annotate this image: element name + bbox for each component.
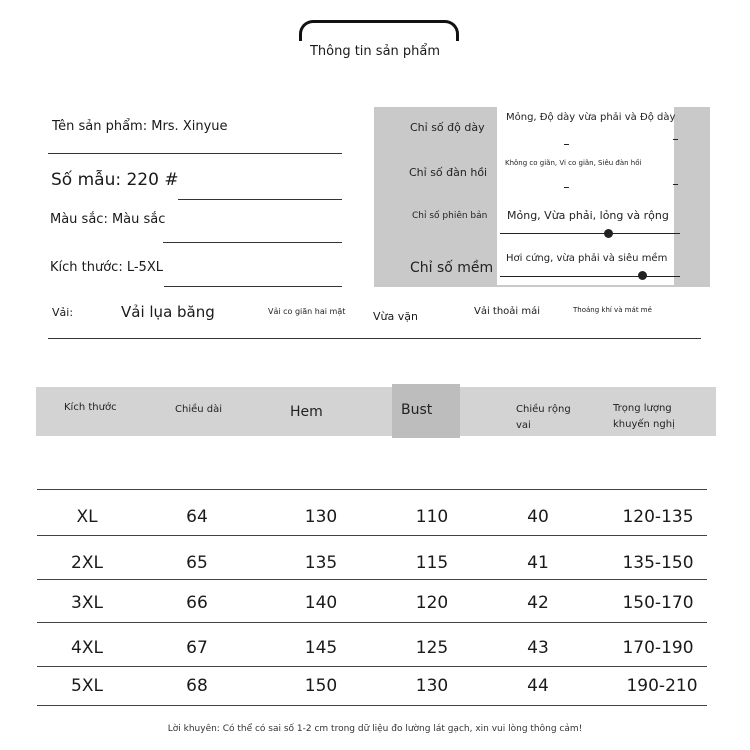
fabric-feature: Vừa vặn (373, 310, 418, 323)
fabric-label: Vải: (52, 306, 74, 319)
thickness-index-label: Chỉ số độ dày (410, 121, 485, 134)
softness-scale: Hơi cứng, vừa phải và siêu mềm (506, 253, 668, 264)
cell-bust: 120 (415, 593, 449, 613)
scale-end-tick (673, 184, 678, 185)
cell-shoulder: 42 (527, 593, 549, 613)
cell-hem: 130 (304, 507, 338, 527)
fit-index-label: Chỉ số phiên bản (412, 211, 488, 221)
fit-scale: Mỏng, Vừa phải, lỏng và rộng (507, 209, 669, 222)
header-hem: Hem (290, 404, 323, 420)
fabric-feature: Vải co giãn hai mặt (268, 307, 346, 316)
header-shoulder: Chiều rộng vai (516, 404, 571, 431)
divider (164, 286, 342, 287)
table-divider (37, 535, 707, 536)
header-bust: Bust (401, 402, 433, 418)
cell-shoulder: 40 (527, 507, 549, 527)
softness-index-label: Chỉ số mềm (410, 260, 494, 276)
cell-length: 66 (186, 593, 208, 613)
cell-length: 67 (186, 638, 208, 658)
cell-hem: 135 (304, 553, 338, 573)
header-weight: Trọng lượng khuyến nghị (613, 403, 675, 430)
cell-weight: 170-190 (622, 638, 694, 658)
header-length: Chiều dài (175, 404, 223, 415)
header-size: Kích thước (64, 402, 117, 413)
cell-length: 64 (186, 507, 208, 527)
cell-bust: 130 (415, 676, 449, 696)
softness-level-dot (638, 271, 647, 280)
divider (48, 153, 342, 154)
cell-weight: 120-135 (622, 507, 694, 527)
cell-hem: 140 (304, 593, 338, 613)
softness-track (500, 276, 680, 277)
elasticity-scale: Không co giãn, Vi co giãn, Siêu đàn hồi (505, 159, 642, 167)
cell-bust: 125 (415, 638, 449, 658)
fit-track (500, 233, 680, 234)
cell-hem: 145 (304, 638, 338, 658)
product-name: Tên sản phẩm: Mrs. Xinyue (52, 119, 228, 134)
cell-shoulder: 41 (527, 553, 549, 573)
cell-weight: 150-170 (622, 593, 694, 613)
divider (163, 242, 342, 243)
fabric-feature: Vải thoải mái (474, 306, 541, 317)
elasticity-marker (564, 187, 569, 188)
cell-hem: 150 (304, 676, 338, 696)
divider (48, 338, 701, 339)
thickness-scale: Mỏng, Độ dày vừa phải và Độ dày (506, 112, 676, 123)
cell-size: 5XL (71, 676, 103, 696)
page-title: Thông tin sản phẩm (309, 44, 441, 59)
cell-weight: 190-210 (626, 676, 698, 696)
fabric-value: Vải lụa băng (121, 303, 215, 321)
elasticity-index-label: Chỉ số đàn hồi (409, 166, 488, 179)
header-decoration (299, 20, 459, 41)
cell-bust: 115 (415, 553, 449, 573)
scale-end-tick (673, 139, 678, 140)
fabric-feature: Thoáng khí và mát mẻ (573, 306, 652, 314)
model-number: Số mẫu: 220 # (51, 170, 179, 190)
table-divider (37, 705, 707, 706)
cell-bust: 110 (415, 507, 449, 527)
table-divider (37, 489, 707, 490)
cell-shoulder: 44 (527, 676, 549, 696)
cell-length: 68 (186, 676, 208, 696)
cell-length: 65 (186, 553, 208, 573)
cell-shoulder: 43 (527, 638, 549, 658)
cell-weight: 135-150 (622, 553, 694, 573)
cell-size: 3XL (71, 593, 103, 613)
cell-size: 2XL (71, 553, 103, 573)
cell-size: XL (76, 507, 98, 527)
fit-level-dot (604, 229, 613, 238)
product-size: Kích thước: L-5XL (50, 260, 163, 275)
cell-size: 4XL (71, 638, 103, 658)
measurement-note: Lời khuyên: Có thể có sai số 1-2 cm trong dữ liệu đo lường lát gạch, xin vui lòng thông cảm! (167, 724, 583, 734)
table-divider (37, 622, 707, 623)
table-divider (37, 579, 707, 580)
table-divider (37, 666, 707, 667)
product-color: Màu sắc: Màu sắc (50, 212, 166, 227)
divider (178, 199, 342, 200)
thickness-marker (564, 144, 569, 145)
